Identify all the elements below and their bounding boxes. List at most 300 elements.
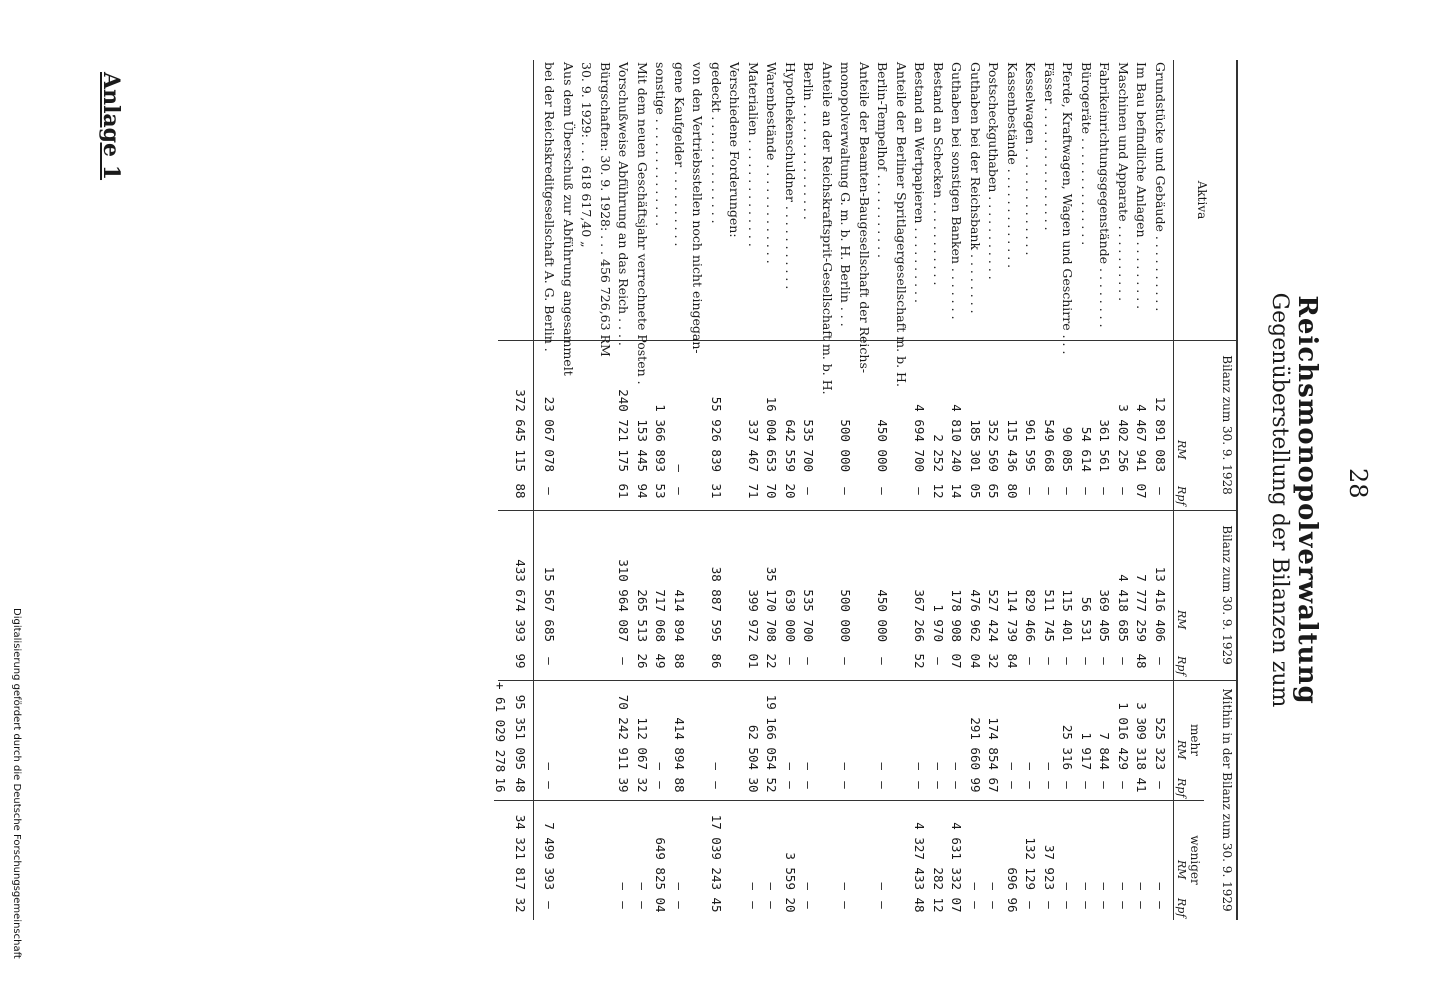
value-1929: 535 700 (801, 589, 817, 642)
value-less-cents: — (746, 901, 761, 909)
value-1928-cents: — (1116, 487, 1131, 495)
footer-credit-text: Digitalisierung gefördert durch die Deutsche Forschungsgemeinschaft (11, 608, 22, 959)
row-label: Guthaben bei sonstigen Banken . . . . . . . (949, 62, 965, 320)
value-less-cents: — (764, 901, 780, 909)
value-less: — (672, 882, 687, 890)
value-1928: 352 569 (986, 419, 1002, 472)
row-label: Anteile der Beamten-Baugesellschaft der Reichs- (857, 62, 872, 374)
row-label: Kesselwagen . . . . . . . . . . . . . . (1023, 62, 1039, 256)
value-1928: 240 721 175 (616, 389, 632, 472)
value-more: — (838, 762, 854, 770)
value-less: — (1116, 882, 1131, 890)
value-1929-cents: 48 (1134, 653, 1150, 669)
value-less-cents: — (875, 901, 891, 909)
value-1928-cents: 05 (968, 483, 983, 499)
column-header-1928: Bilanz zum 30. 9. 1928 (1220, 355, 1234, 495)
table-row (1097, 0, 1113, 1000)
value-1928-cents: — (542, 487, 558, 495)
value-more-cents: — (1005, 781, 1020, 789)
row-label: Fässer . . . . . . . . . . . . . . . . (1042, 62, 1057, 231)
value-more: — (949, 762, 965, 770)
row-label: Pferde, Kraftwagen, Wagen und Geschirre . . . (1060, 62, 1076, 355)
unit-rm: RM (1175, 740, 1188, 760)
value-1928: 115 436 (1005, 419, 1020, 472)
total-less: 34 321 817 (513, 814, 528, 890)
value-1928-cents: 65 (986, 483, 1002, 499)
value-less-cents: — (1153, 901, 1168, 909)
value-1929: 527 424 (986, 589, 1002, 642)
unit-rpf: Rpf (1175, 898, 1188, 918)
value-1929-cents: 04 (968, 653, 983, 669)
value-1928: 2 252 (931, 434, 946, 472)
row-label: Bürogeräte . . . . . . . . . . . . . . (1079, 62, 1094, 246)
value-more-cents: 88 (672, 777, 687, 793)
value-less-cents: — (635, 901, 650, 909)
row-label: Berlin-Tempelhof . . . . . . . . . . . (875, 62, 891, 259)
value-more: 1 917 (1079, 732, 1094, 770)
value-less: 649 825 (653, 837, 669, 890)
document-subtitle: Gegenüberstellung der Bilanzen zum (1267, 292, 1292, 708)
value-1928-cents: — (1153, 487, 1168, 495)
unit-rpf: Rpf (1175, 486, 1188, 506)
table-row (616, 0, 632, 1000)
value-less-cents: 12 (931, 897, 946, 913)
value-less-cents: 07 (949, 897, 965, 913)
value-more-cents: — (709, 781, 724, 789)
table-row (1115, 0, 1131, 1000)
value-1928: 16 004 653 (764, 396, 780, 472)
value-less-cents: — (1042, 901, 1057, 909)
value-1928-cents: — (1042, 487, 1057, 495)
row-label: Im Bau befindliche Anlagen . . . . . . . . . (1134, 62, 1150, 310)
table-row (634, 0, 650, 1000)
value-1928-cents: 53 (653, 483, 669, 499)
value-1929: 35 170 708 (764, 566, 780, 642)
row-label: Anteile an der Reichskraftsprit-Gesellschaft m. b. H. (820, 62, 835, 395)
value-less: 282 (931, 867, 946, 890)
value-more-cents: — (1023, 781, 1039, 789)
value-1928: 642 559 (783, 419, 798, 472)
value-less-cents: — (1060, 901, 1076, 909)
value-1928: 54 614 (1079, 426, 1094, 472)
value-less-cents: 48 (912, 897, 928, 913)
value-more-cents: 41 (1134, 777, 1150, 793)
row-label: Hypothekenschuldner . . . . . . . . . . . (783, 62, 798, 290)
value-more-cents: — (783, 781, 798, 789)
row-label: monopolverwaltung G. m. b. H. Berlin . . . (838, 62, 854, 327)
row-label: Kassenbestände . . . . . . . . . . . . . (1005, 62, 1020, 269)
value-more-cents: 39 (616, 777, 632, 793)
value-1929: 38 887 595 (709, 566, 724, 642)
value-more-cents: — (801, 781, 817, 789)
value-1928: 549 668 (1042, 419, 1057, 472)
value-1929: 369 405 (1097, 589, 1113, 642)
value-1929-cents: — (875, 657, 891, 665)
value-more: — (783, 762, 798, 770)
value-less: — (635, 882, 650, 890)
value-1929-cents: — (838, 657, 854, 665)
value-1928-cents: 70 (764, 483, 780, 499)
value-1928-cents: — (1097, 487, 1113, 495)
value-1929-cents: 84 (1005, 653, 1020, 669)
value-1929: 450 000 (875, 589, 891, 642)
value-less: — (764, 882, 780, 890)
totals-row (512, 0, 528, 1000)
row-label: Maschinen und Apparate . . . . . . . . . . (1116, 62, 1131, 302)
value-1929-cents: — (1060, 657, 1076, 665)
table-row (1134, 0, 1150, 1000)
value-more: 112 067 (635, 717, 650, 770)
value-more-cents: — (1060, 781, 1076, 789)
value-less: 7 499 393 (542, 822, 558, 890)
value-more: — (1005, 762, 1020, 770)
table-row (912, 0, 928, 1000)
value-less: 696 (1005, 867, 1020, 890)
value-1928: 90 085 (1060, 426, 1076, 472)
row-label: Verschiedene Forderungen: (727, 62, 743, 238)
value-1928: 535 700 (801, 419, 817, 472)
value-more-cents: — (653, 781, 669, 789)
row-label: Bestand an Schecken . . . . . . . . . . . (931, 62, 946, 286)
value-more: 174 854 (986, 717, 1002, 770)
document-title: Reichsmonopolverwaltung (1292, 295, 1322, 705)
value-less-cents: — (1079, 901, 1094, 909)
value-1929-cents: — (542, 657, 558, 665)
value-more: — (801, 762, 817, 770)
value-1928: — (672, 464, 687, 472)
value-1928-cents: 80 (1005, 483, 1020, 499)
table-row (597, 0, 613, 1000)
table-row (967, 0, 983, 1000)
page-number: 28 (1344, 468, 1372, 499)
row-label: gene Kaufgelder . . . . . . . . . . (672, 62, 687, 247)
value-more: 414 894 (672, 717, 687, 770)
net-difference-cents: 16 (493, 777, 508, 793)
row-label: Berlin . . . . . . . . . . . . . . . (801, 62, 817, 220)
value-1929: 1 970 (931, 604, 946, 642)
value-1928-cents: — (1060, 487, 1076, 495)
unit-rpf: Rpf (1175, 778, 1188, 798)
value-1929: 476 962 (968, 589, 983, 642)
table-row (838, 0, 854, 1000)
value-more-cents: — (1097, 781, 1113, 789)
value-more: 1 016 429 (1116, 702, 1131, 770)
table-row (986, 0, 1002, 1000)
total-more: 95 351 095 (513, 694, 528, 770)
value-more-cents: — (931, 781, 946, 789)
value-less: — (616, 882, 632, 890)
value-less-cents: — (968, 901, 983, 909)
value-1928-cents: 07 (1134, 483, 1150, 499)
value-1929-cents: 22 (764, 653, 780, 669)
value-1929: 265 513 (635, 589, 650, 642)
value-more: 3 309 318 (1134, 702, 1150, 770)
value-1928-cents: — (875, 487, 891, 495)
value-1928: 3 402 256 (1116, 404, 1131, 472)
column-header-less: weniger (1188, 835, 1202, 885)
value-less: 4 327 433 (912, 822, 928, 890)
table-row (893, 0, 909, 1000)
value-less-cents: — (542, 901, 558, 909)
value-1928: 4 467 941 (1134, 404, 1150, 472)
value-more: — (1042, 762, 1057, 770)
row-label: Materialien . . . . . . . . . . . . . . (746, 62, 761, 247)
value-more: 291 660 (968, 717, 983, 770)
value-1928-cents: 71 (746, 483, 761, 499)
table-row (745, 0, 761, 1000)
value-less: — (1097, 882, 1113, 890)
value-1929: 4 418 685 (1116, 574, 1131, 642)
value-1929-cents: 01 (746, 653, 761, 669)
value-1929: 7 777 259 (1134, 574, 1150, 642)
value-1929: 56 531 (1079, 596, 1094, 642)
value-1929-cents: — (783, 657, 798, 665)
value-less-cents: 04 (653, 897, 669, 913)
value-less-cents: 20 (783, 897, 798, 913)
value-1929: 414 894 (672, 589, 687, 642)
value-1929-cents: — (616, 657, 632, 665)
aktiva-header: Aktiva (1195, 180, 1209, 220)
value-more: — (931, 762, 946, 770)
value-1929-cents: — (1097, 657, 1113, 665)
table-row (801, 0, 817, 1000)
value-1929-cents: — (1153, 657, 1168, 665)
row-label: Fabrikeinrichtungsgegenstände . . . . . . . . (1097, 62, 1113, 328)
value-more: — (912, 762, 928, 770)
value-1928: 1 366 893 (653, 404, 669, 472)
value-1929-cents: 88 (672, 653, 687, 669)
value-more-cents: 99 (968, 777, 983, 793)
value-less: 37 923 (1042, 844, 1057, 890)
value-1929: 717 068 (653, 589, 669, 642)
value-more: — (542, 762, 558, 770)
value-more: — (875, 762, 891, 770)
value-1928-cents: — (1023, 487, 1039, 495)
value-more-cents: — (1042, 781, 1057, 789)
value-less: — (801, 882, 817, 890)
value-less: 4 631 332 (949, 822, 965, 890)
value-1928-cents: 94 (635, 483, 650, 499)
row-label: gedeckt . . . . . . . . . . . . . . (709, 62, 724, 224)
value-1928: 961 595 (1023, 419, 1039, 472)
unit-rm: RM (1175, 440, 1188, 460)
value-1928: 185 301 (968, 419, 983, 472)
value-1929: 15 567 685 (542, 566, 558, 642)
value-less: 3 559 (783, 852, 798, 890)
table-row (1023, 0, 1039, 1000)
footer-credit (4, 608, 22, 988)
value-1929-cents: — (1079, 657, 1094, 665)
value-less: — (875, 882, 891, 890)
unit-rpf: Rpf (1175, 656, 1188, 676)
value-more: 19 166 054 (764, 694, 780, 770)
value-less: — (1079, 882, 1094, 890)
value-1928-cents: 20 (783, 483, 798, 499)
value-1929: 399 972 (746, 589, 761, 642)
value-1928: 361 561 (1097, 419, 1113, 472)
value-less: 132 129 (1023, 837, 1039, 890)
value-1928-cents: — (672, 487, 687, 495)
value-more-cents: — (1116, 781, 1131, 789)
unit-rm: RM (1175, 610, 1188, 630)
value-more: 25 316 (1060, 724, 1076, 770)
value-1929-cents: 86 (709, 653, 724, 669)
value-less: — (986, 882, 1002, 890)
table-row (819, 0, 835, 1000)
value-1929: 310 964 087 (616, 559, 632, 642)
value-more-cents: 67 (986, 777, 1002, 793)
value-more: 525 323 (1153, 717, 1168, 770)
value-1928: 4 810 240 (949, 404, 965, 472)
value-less-cents: — (672, 901, 687, 909)
value-1929-cents: 52 (912, 653, 928, 669)
value-less: — (1134, 882, 1150, 890)
row-label: Postscheckguthaben . . . . . . . . . . . (986, 62, 1002, 280)
annex-label: Anlage 1 (98, 72, 124, 181)
value-less: — (1060, 882, 1076, 890)
value-1928: 55 926 839 (709, 396, 724, 472)
total-1928: 372 645 115 (513, 389, 528, 472)
table-row (856, 0, 872, 1000)
value-1928-cents: — (1079, 487, 1094, 495)
value-1929: 367 266 (912, 589, 928, 642)
table-row (782, 0, 798, 1000)
value-less: — (838, 882, 854, 890)
value-1929: 115 401 (1060, 589, 1076, 642)
table-row (1060, 0, 1076, 1000)
value-1929: 511 745 (1042, 589, 1057, 642)
value-more-cents: — (838, 781, 854, 789)
total-less-cents: 32 (513, 897, 528, 913)
value-1928-cents: 14 (949, 483, 965, 499)
table-row (930, 0, 946, 1000)
value-more-cents: — (912, 781, 928, 789)
value-1929: 500 000 (838, 589, 854, 642)
value-1928: 500 000 (838, 419, 854, 472)
table-row (579, 0, 595, 1000)
value-less-cents: — (1023, 901, 1039, 909)
table-row (1041, 0, 1057, 1000)
row-label: bei der Reichskreditgesellschaft A. G. Berlin . (542, 62, 558, 352)
value-less-cents: — (1116, 901, 1131, 909)
value-1928: 450 000 (875, 419, 891, 472)
value-1929-cents: — (801, 657, 817, 665)
value-more: — (709, 762, 724, 770)
value-less: — (968, 882, 983, 890)
value-more: — (653, 762, 669, 770)
value-less: 17 039 243 (709, 814, 724, 890)
value-1928-cents: — (912, 487, 928, 495)
value-1929: 639 000 (783, 589, 798, 642)
net-difference-row (492, 0, 508, 1000)
value-1929-cents: — (1023, 657, 1039, 665)
row-label: Grundstücke und Gebäude . . . . . . . . . . (1153, 62, 1168, 312)
table-row (1152, 0, 1168, 1000)
value-less-cents: 96 (1005, 897, 1020, 913)
row-label: Vorschußweise Abführung an das Reich . . . . (616, 62, 632, 346)
value-1928-cents: — (801, 487, 817, 495)
table-row (875, 0, 891, 1000)
table-row (727, 0, 743, 1000)
table-row (690, 0, 706, 1000)
value-less-cents: — (616, 901, 632, 909)
row-label: Guthaben bei der Reichsbank . . . . . . . . (968, 62, 983, 314)
value-1928-cents: 12 (931, 483, 946, 499)
row-label: Bürgschaften: 30. 9. 1928: . . . 456 726,63 RM (598, 62, 613, 357)
value-1929-cents: — (1116, 657, 1131, 665)
row-label: Anteile der Berliner Spritlagergesellschaft m. b. H. (894, 62, 909, 387)
value-1929: 178 908 (949, 589, 965, 642)
value-more: 62 504 (746, 724, 761, 770)
value-more: 70 242 911 (616, 694, 632, 770)
total-1929: 433 674 393 (513, 559, 528, 642)
value-less: — (746, 882, 761, 890)
value-less-cents: — (1134, 901, 1150, 909)
value-more: — (1023, 762, 1039, 770)
value-more-cents: 30 (746, 777, 761, 793)
value-more-cents: 52 (764, 777, 780, 793)
value-1928: 4 694 700 (912, 404, 928, 472)
row-label: Warenbestände . . . . . . . . . . . . . (764, 62, 780, 264)
value-less-cents: — (801, 901, 817, 909)
total-1928-cents: 88 (513, 483, 528, 499)
value-1929-cents: — (931, 657, 946, 665)
table-row (671, 0, 687, 1000)
value-1928-cents: — (838, 487, 854, 495)
value-less-cents: 45 (709, 897, 724, 913)
value-more-cents: — (542, 781, 558, 789)
value-less-cents: — (986, 901, 1002, 909)
table-row (653, 0, 669, 1000)
value-less-cents: — (838, 901, 854, 909)
table-row (708, 0, 724, 1000)
value-more-cents: — (875, 781, 891, 789)
column-header-1929: Bilanz zum 30. 9. 1929 (1220, 525, 1234, 665)
value-more-cents: 32 (635, 777, 650, 793)
table-row (764, 0, 780, 1000)
value-more-cents: — (949, 781, 965, 789)
total-1929-cents: 99 (513, 653, 528, 669)
row-label: von den Vertriebsstellen noch nicht eingegan- (690, 62, 706, 354)
value-1929: 114 739 (1005, 589, 1020, 642)
table-row (542, 0, 558, 1000)
value-1928: 23 067 078 (542, 396, 558, 472)
value-1929-cents: 07 (949, 653, 965, 669)
unit-rm: RM (1175, 860, 1188, 880)
row-label: sonstige . . . . . . . . . . . . . . (653, 62, 669, 227)
net-difference: + 61 029 278 (493, 682, 508, 773)
value-1929-cents: — (1042, 657, 1057, 665)
table-row (949, 0, 965, 1000)
value-1929: 13 416 406 (1153, 566, 1168, 642)
value-1929-cents: 32 (986, 653, 1002, 669)
row-label: Aus dem Überschuß zur Abführung angesammelt (561, 62, 576, 376)
value-more-cents: — (1079, 781, 1094, 789)
table-row (1004, 0, 1020, 1000)
value-1929: 829 466 (1023, 589, 1039, 642)
value-1929-cents: 26 (635, 653, 650, 669)
value-1928: 153 445 (635, 419, 650, 472)
value-1928-cents: 61 (616, 483, 632, 499)
column-header-more: mehr (1188, 724, 1202, 756)
row-label: Mit dem neuen Geschäftsjahr verrechnete Posten . (635, 62, 650, 385)
value-more: 7 844 (1097, 732, 1113, 770)
table-row (1078, 0, 1094, 1000)
value-1928: 12 891 083 (1153, 396, 1168, 472)
value-less-cents: — (1097, 901, 1113, 909)
row-label: Bestand an Wertpapieren . . . . . . . . . . (912, 62, 928, 303)
row-label: 30. 9. 1929: . . . 618 617,40 „ (579, 62, 595, 248)
